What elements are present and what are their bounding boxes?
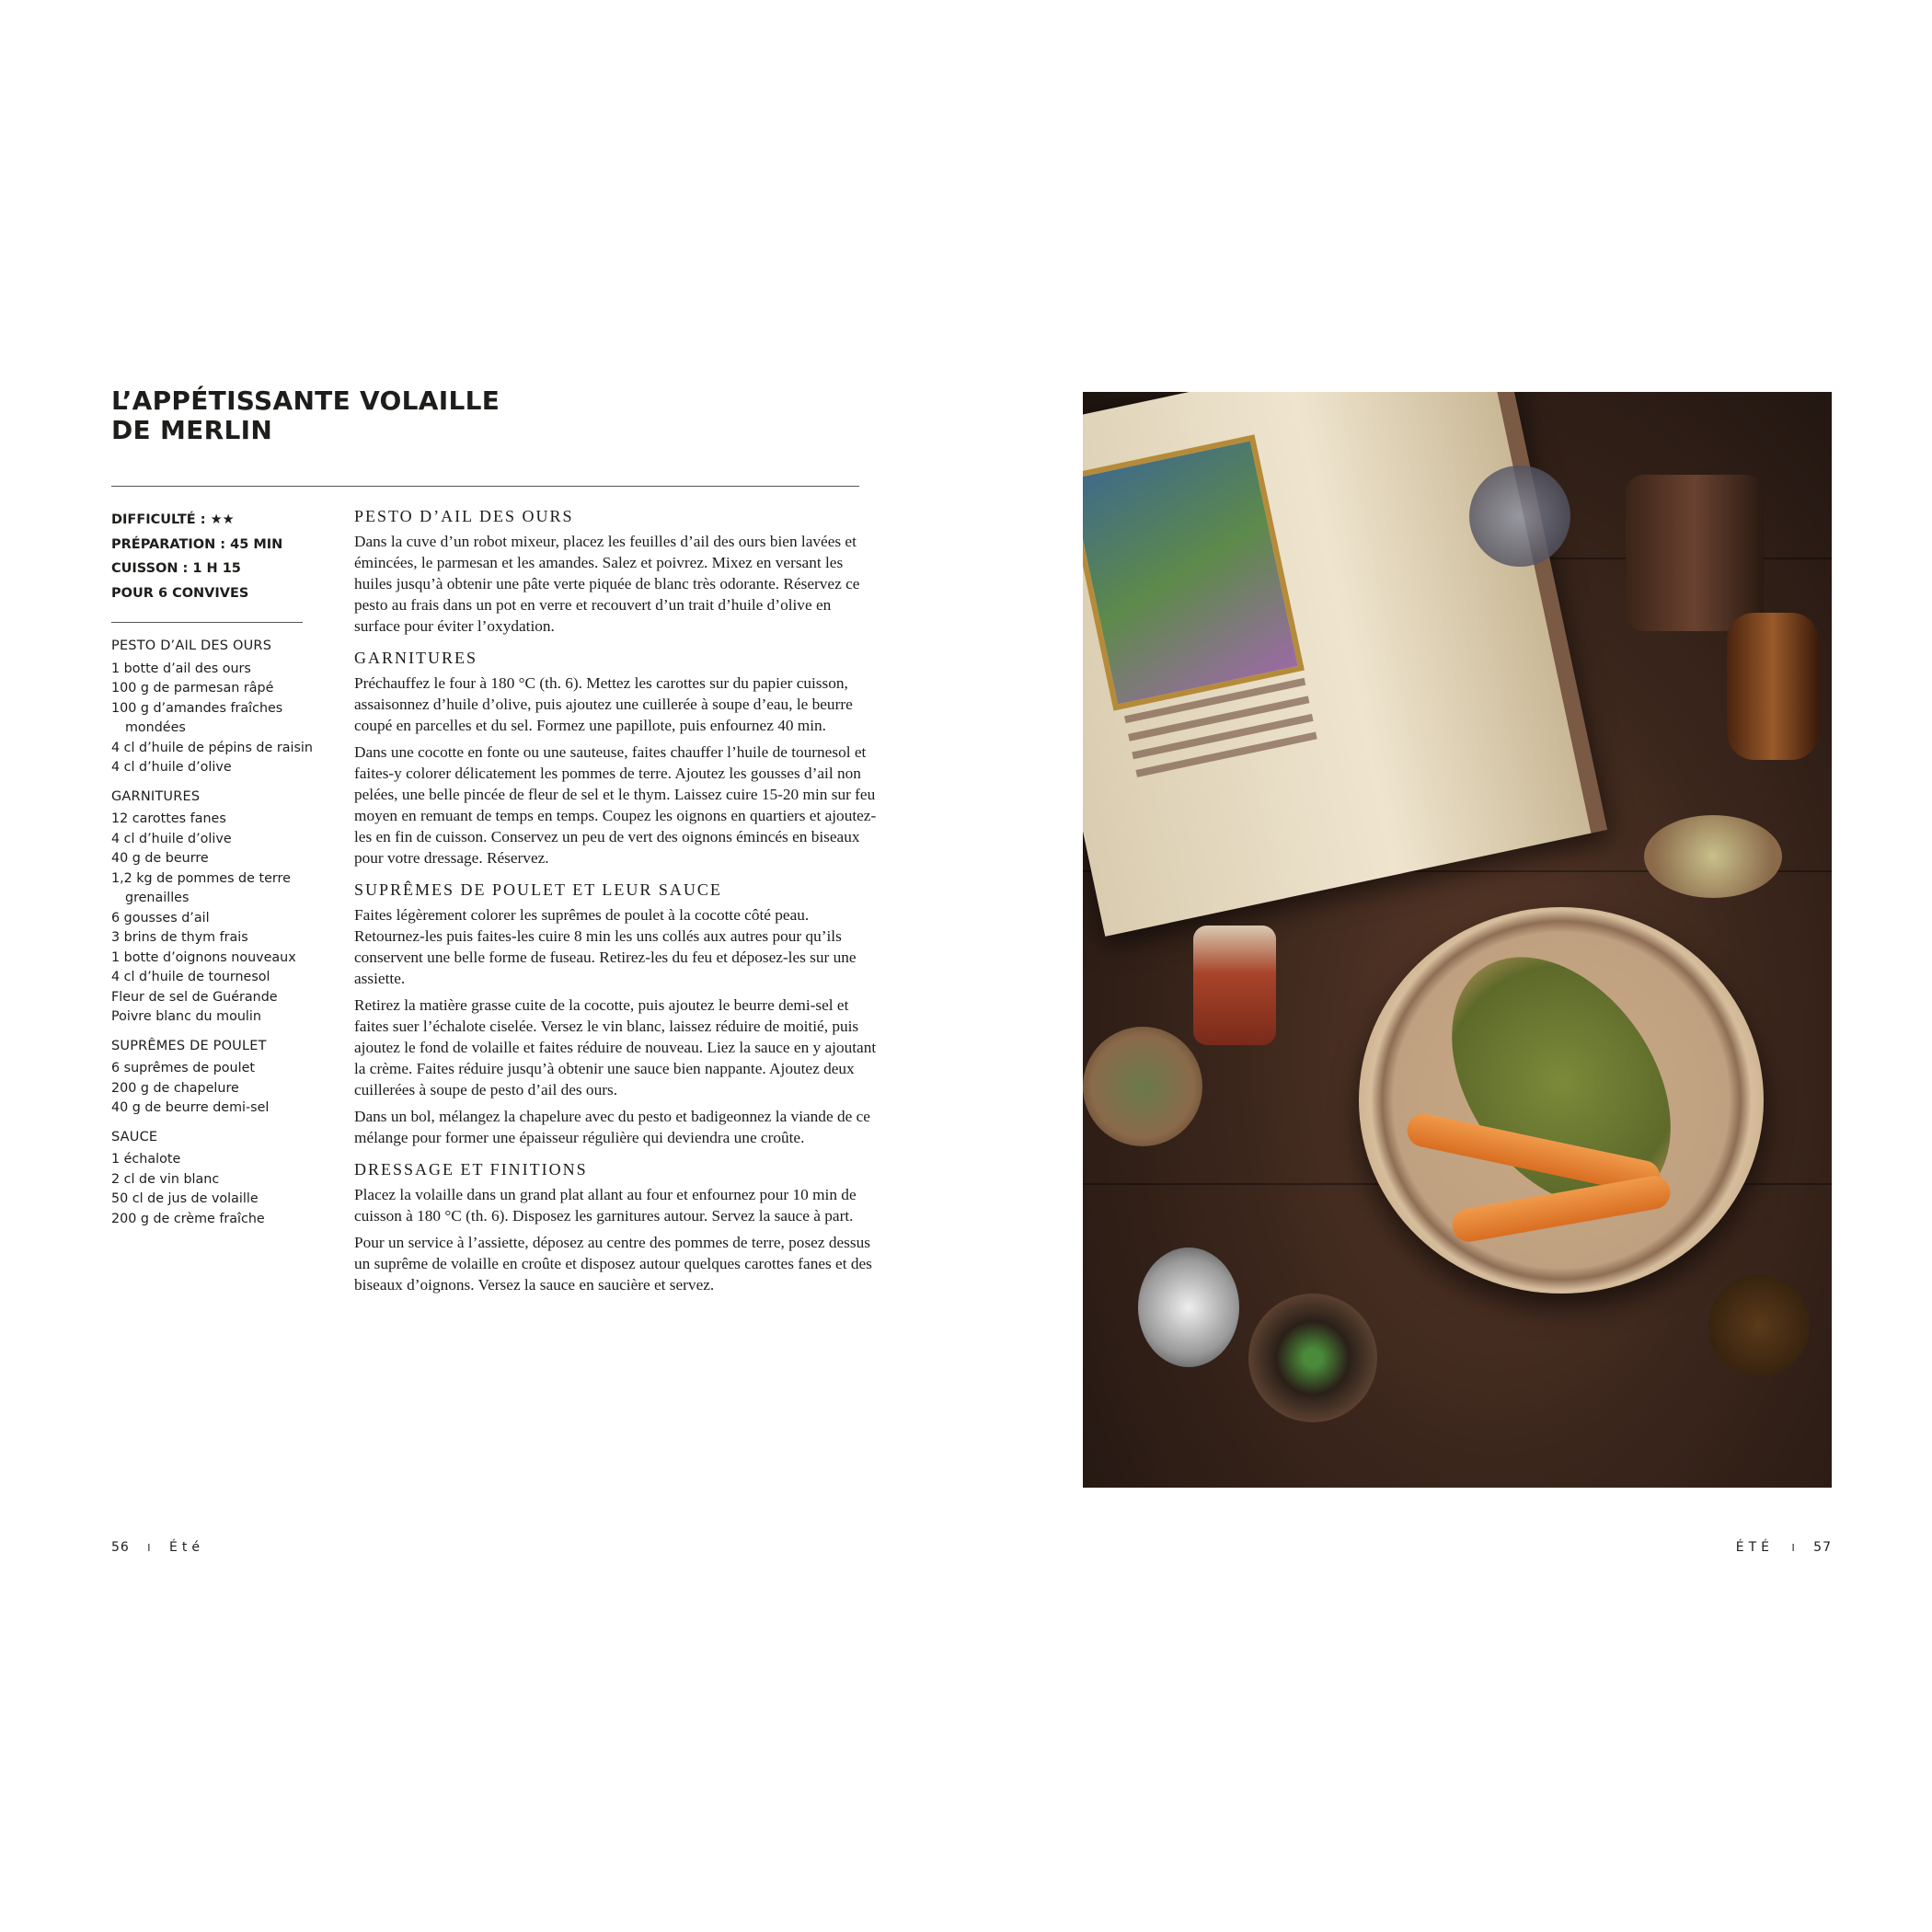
step-paragraph: Retirez la matière grasse cuite de la cocotte, puis ajoutez le beurre demi-sel et faites suer l’échalote ciselée. Versez le vin blanc, laissez réduire de moitié, puis ajoutez le fond de volaille et faites réduire de nouveau. Liez la sauce en y ajoutant la crème. Faites réduire jusqu’à obtenir une sauce bien nappante. Ajoutez deux cuillerées à soupe de pesto d’ail des ours. <box>354 996 877 1098</box>
ingredient-item: 3 brins de thym frais <box>111 930 248 945</box>
ingredient-item: 4 cl d’huile de tournesol <box>111 970 270 984</box>
step-paragraph: Pour un service à l’assiette, déposez au centre des pommes de terre, posez dessus un suprême de volaille en croûte et disposez autour quelques carottes fanes et des biseaux d’oignons. Versez la sauce en saucière et servez. <box>354 1234 872 1294</box>
title-line: L’APPÉTISSANTE VOLAILLE <box>111 385 500 416</box>
page-number: 56 <box>111 1540 130 1555</box>
step-section <box>354 880 879 1148</box>
recipe-title <box>111 386 500 445</box>
ingredient-item: 4 cl d’huile d’olive <box>111 831 232 846</box>
preparation-time: PRÉPARATION : 45 MIN <box>111 536 283 552</box>
step-paragraph: Préchauffez le four à 180 °C (th. 6). Mettez les carottes sur du papier cuisson, assaisonnez d’huile d’olive, puis ajoutez une cuillerée à soupe d’eau, le beurre coupé en parcelles et du sel. Formez une papillote, puis enfournez 40 min. <box>354 674 853 734</box>
ingredient-item: 6 suprêmes de poulet <box>111 1061 255 1075</box>
step-paragraph: Dans une cocotte en fonte ou une sauteuse, faites chauffer l’huile de tournesol et faites-y colorer délicatement les pommes de terre. Ajoutez les gousses d’ail non pelées, une belle pincée de fleur de sel et le thym. Laissez cuire 15-20 min sur feu moyen en remuant de temps en temps. Coupez les oignons en quartiers et ajoutez-les en fin de cuisson. Conservez un peu de vert des oignons émincés en biseaux pour votre dressage. Réservez. <box>354 743 877 867</box>
step-section <box>354 506 879 637</box>
difficulty: DIFFICULTÉ : ★★ <box>111 512 235 527</box>
dish-photo <box>1083 392 1832 1488</box>
step-paragraph: Dans la cuve d’un robot mixeur, placez les feuilles d’ail des ours bien lavées et émincées, le parmesan et les amandes. Salez et poivrez. Mixez en versant les huiles jusqu’à obtenir une pâte verte piquée de blanc très odorante. Réservez ce pesto au frais dans un pot en verre et recouvert d’un trait d’huile d’olive en surface pour éviter l’oxydation. <box>354 533 860 635</box>
cooking-time: CUISSON : 1 H 15 <box>111 561 241 576</box>
footer-right <box>1736 1540 1832 1555</box>
ingredient-item: 100 g de parmesan râpé <box>111 681 274 696</box>
footer-left <box>111 1540 204 1555</box>
recipe-meta <box>111 508 282 605</box>
servings: POUR 6 CONVIVES <box>111 585 249 601</box>
ingredient-item: 40 g de beurre demi-sel <box>111 1100 270 1115</box>
ingredient-group-heading: SAUCE <box>111 1129 158 1144</box>
divider <box>111 622 303 623</box>
ingredient-group <box>111 788 341 1028</box>
ingredient-item: 1 botte d’ail des ours <box>111 661 251 676</box>
ingredient-item: Fleur de sel de Guérande <box>111 989 278 1005</box>
divider <box>111 486 859 487</box>
ingredient-item: 1,2 kg de pommes de terre grenailles <box>111 870 291 905</box>
step-heading: GARNITURES <box>354 649 478 667</box>
ingredient-item: 12 carottes fanes <box>111 811 226 826</box>
ingredient-item: 100 g d’amandes fraîches mondées <box>111 700 283 735</box>
step-paragraph: Faites légèrement colorer les suprêmes de poulet à la cocotte côté peau. Retournez-les puis faites-les cuire 8 min les uns collés aux autres pour qu’ils conservent une belle forme de fuseau. Retirez-les du feu et déposez-les sur une assiette. <box>354 906 857 987</box>
recipe-steps <box>354 506 879 1306</box>
step-section <box>354 1159 879 1295</box>
separator: I <box>147 1542 152 1554</box>
ingredient-group <box>111 1037 341 1119</box>
ingredient-group-heading: SUPRÊMES DE POULET <box>111 1038 267 1053</box>
ingredient-item: Poivre blanc du moulin <box>111 1009 261 1024</box>
step-paragraph: Placez la volaille dans un grand plat allant au four et enfournez pour 10 min de cuisson à 180 °C (th. 6). Disposez les garnitures autour. Servez la sauce à part. <box>354 1186 857 1225</box>
ingredient-item: 1 échalote <box>111 1152 181 1167</box>
step-heading: SUPRÊMES DE POULET ET LEUR SAUCE <box>354 880 722 899</box>
ingredient-item: 200 g de chapelure <box>111 1080 239 1096</box>
ingredient-item: 200 g de crème fraîche <box>111 1211 265 1226</box>
page-number: 57 <box>1813 1540 1832 1555</box>
ingredient-item: 50 cl de jus de volaille <box>111 1191 259 1206</box>
ingredient-group-heading: PESTO D’AIL DES OURS <box>111 638 272 653</box>
ingredient-item: 6 gousses d’ail <box>111 910 210 926</box>
ingredient-item: 4 cl d’huile de pépins de raisin <box>111 740 313 755</box>
step-heading: DRESSAGE ET FINITIONS <box>354 1160 588 1179</box>
ingredient-item: 4 cl d’huile d’olive <box>111 760 232 775</box>
ingredient-item: 40 g de beurre <box>111 851 209 866</box>
ingredient-group <box>111 637 341 778</box>
ingredient-group-heading: GARNITURES <box>111 788 201 804</box>
section-name: ÉTÉ <box>1735 1540 1775 1555</box>
ingredient-item: 2 cl de vin blanc <box>111 1171 220 1187</box>
title-line: DE MERLIN <box>111 415 273 445</box>
step-heading: PESTO D’AIL DES OURS <box>354 507 574 525</box>
ingredients-list <box>111 637 341 1238</box>
section-name: Été <box>168 1540 204 1555</box>
separator: I <box>1791 1542 1796 1554</box>
ingredient-group <box>111 1128 341 1230</box>
step-paragraph: Dans un bol, mélangez la chapelure avec du pesto et badigeonnez la viande de ce mélange pour former une épaisseur régulière qui deviendra une croûte. <box>354 1108 870 1146</box>
ingredient-item: 1 botte d’oignons nouveaux <box>111 949 296 965</box>
step-section <box>354 648 879 868</box>
